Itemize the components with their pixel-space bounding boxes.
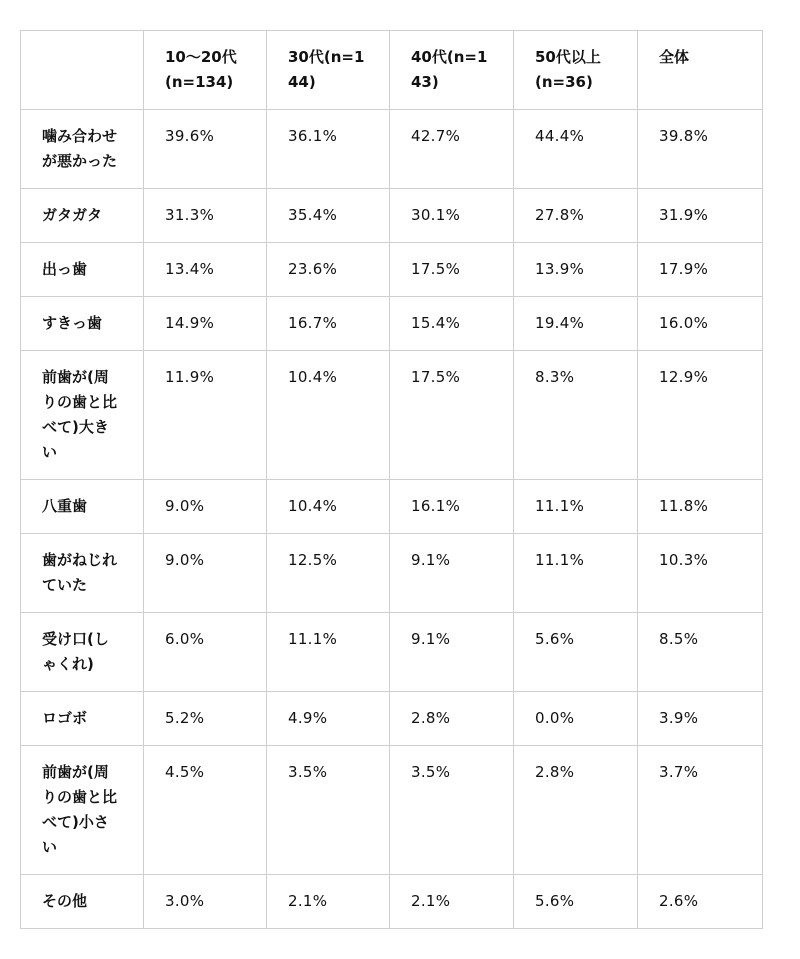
row-label: 歯がねじれていた (21, 534, 144, 613)
row-label: 受け口(しゃくれ) (21, 613, 144, 692)
row-label: その他 (21, 875, 144, 929)
row-label: ガタガタ (21, 189, 144, 243)
table-cell: 8.5% (638, 613, 763, 692)
table-cell: 10.4% (267, 351, 390, 480)
table-cell: 6.0% (144, 613, 267, 692)
table-row (21, 110, 763, 189)
header-cell-50s-plus: 50代以上(n=36) (514, 31, 638, 110)
table-cell: 31.9% (638, 189, 763, 243)
table-cell: 3.5% (390, 746, 514, 875)
table-row (21, 243, 763, 297)
table-cell: 10.3% (638, 534, 763, 613)
table-cell: 8.3% (514, 351, 638, 480)
table-cell: 31.3% (144, 189, 267, 243)
table-row (21, 613, 763, 692)
table-cell: 19.4% (514, 297, 638, 351)
header-row (21, 31, 763, 110)
table-cell: 3.0% (144, 875, 267, 929)
table-row (21, 746, 763, 875)
table-cell: 12.9% (638, 351, 763, 480)
survey-table (20, 30, 763, 929)
header-cell-total: 全体 (638, 31, 763, 110)
row-label: ロゴボ (21, 692, 144, 746)
table-cell: 12.5% (267, 534, 390, 613)
table-cell: 5.6% (514, 875, 638, 929)
table-cell: 16.7% (267, 297, 390, 351)
table-cell: 3.5% (267, 746, 390, 875)
table-row (21, 692, 763, 746)
table-cell: 17.5% (390, 351, 514, 480)
header-cell-empty (21, 31, 144, 110)
table-cell: 36.1% (267, 110, 390, 189)
table-cell: 14.9% (144, 297, 267, 351)
table-cell: 39.8% (638, 110, 763, 189)
table-cell: 17.5% (390, 243, 514, 297)
table-cell: 42.7% (390, 110, 514, 189)
table-cell: 0.0% (514, 692, 638, 746)
table-cell: 9.0% (144, 534, 267, 613)
table-cell: 5.6% (514, 613, 638, 692)
table-cell: 11.9% (144, 351, 267, 480)
table-row (21, 297, 763, 351)
table-cell: 23.6% (267, 243, 390, 297)
table-cell: 11.1% (514, 534, 638, 613)
table-cell: 2.8% (514, 746, 638, 875)
table-row (21, 480, 763, 534)
table-cell: 10.4% (267, 480, 390, 534)
table-cell: 16.0% (638, 297, 763, 351)
table-cell: 9.1% (390, 613, 514, 692)
table-cell: 2.8% (390, 692, 514, 746)
header-cell-10-20s: 10〜20代(n=134) (144, 31, 267, 110)
table-cell: 2.1% (390, 875, 514, 929)
table-cell: 11.1% (267, 613, 390, 692)
table-cell: 17.9% (638, 243, 763, 297)
table-cell: 2.1% (267, 875, 390, 929)
row-label: 八重歯 (21, 480, 144, 534)
table-cell: 3.9% (638, 692, 763, 746)
table-row (21, 534, 763, 613)
table-cell: 11.8% (638, 480, 763, 534)
row-label: 噛み合わせが悪かった (21, 110, 144, 189)
header-cell-40s: 40代(n=143) (390, 31, 514, 110)
table-cell: 44.4% (514, 110, 638, 189)
row-label: 前歯が(周りの歯と比べて)小さい (21, 746, 144, 875)
table-cell: 11.1% (514, 480, 638, 534)
table-cell: 9.1% (390, 534, 514, 613)
table-cell: 4.9% (267, 692, 390, 746)
table-cell: 3.7% (638, 746, 763, 875)
table-row (21, 189, 763, 243)
table-cell: 4.5% (144, 746, 267, 875)
table-cell: 13.9% (514, 243, 638, 297)
table-cell: 5.2% (144, 692, 267, 746)
table-cell: 15.4% (390, 297, 514, 351)
table-cell: 35.4% (267, 189, 390, 243)
table-cell: 9.0% (144, 480, 267, 534)
table-cell: 27.8% (514, 189, 638, 243)
table-cell: 16.1% (390, 480, 514, 534)
row-label: 出っ歯 (21, 243, 144, 297)
row-label: すきっ歯 (21, 297, 144, 351)
table-cell: 13.4% (144, 243, 267, 297)
header-cell-30s: 30代(n=144) (267, 31, 390, 110)
table-cell: 39.6% (144, 110, 267, 189)
table-cell: 30.1% (390, 189, 514, 243)
table-cell: 2.6% (638, 875, 763, 929)
row-label: 前歯が(周りの歯と比べて)大きい (21, 351, 144, 480)
table-row (21, 351, 763, 480)
table-row (21, 875, 763, 929)
